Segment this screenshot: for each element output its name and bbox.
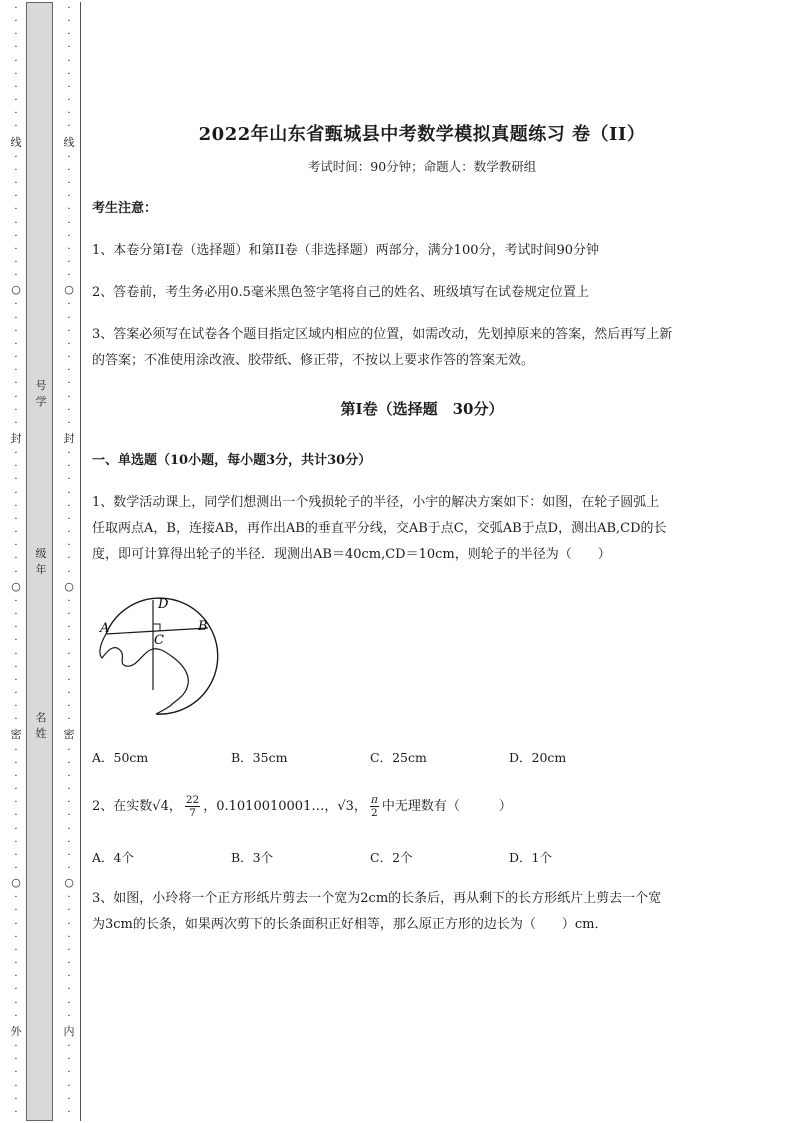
seal-dot: · bbox=[67, 391, 71, 403]
seal-dot: · bbox=[14, 648, 18, 660]
seal-dot: · bbox=[67, 674, 71, 686]
seal-dot: · bbox=[67, 661, 71, 673]
seal-dot: · bbox=[67, 918, 71, 930]
seal-dot: · bbox=[14, 863, 18, 874]
q1-option-a[interactable]: A．50cm bbox=[92, 750, 149, 765]
seal-dot: · bbox=[14, 16, 18, 28]
q1-wheel-figure bbox=[92, 592, 222, 720]
seal-dot: · bbox=[67, 243, 71, 255]
seal-dot: · bbox=[67, 1080, 71, 1092]
seal-dot: · bbox=[67, 757, 71, 769]
seal-dot: · bbox=[14, 566, 18, 578]
seal-dot: · bbox=[67, 1054, 71, 1066]
q2-suffix: 中无理数有（ ） bbox=[381, 799, 512, 814]
seal-dot: · bbox=[67, 121, 71, 133]
q2-option-c[interactable]: C．2个 bbox=[370, 850, 413, 865]
seal-dot: · bbox=[14, 622, 18, 634]
q1-option-c[interactable]: C．25cm bbox=[370, 750, 427, 765]
seal-dot: · bbox=[67, 1041, 71, 1053]
seal-dot: · bbox=[67, 325, 71, 337]
seal-dot: · bbox=[14, 461, 18, 473]
seal-dot: · bbox=[14, 958, 18, 970]
q3-line-2: 为3cm的长条，如果两次剪下的长条面积正好相等，那么原正方形的边长为（ ）cm． bbox=[92, 917, 608, 932]
seal-mark-seal: 封 bbox=[63, 432, 75, 445]
seal-dot: · bbox=[14, 217, 18, 229]
q2-decimal: ，0.1010010001…， bbox=[203, 799, 338, 814]
seal-dot: · bbox=[14, 108, 18, 120]
paper-subtitle: 考试时间：90分钟；命题人：数学教研组 bbox=[307, 159, 537, 174]
seal-dot: · bbox=[67, 461, 71, 473]
seal-dot: · bbox=[14, 68, 18, 80]
seal-dot: · bbox=[14, 230, 18, 242]
seal-mark-line: 线 bbox=[63, 135, 75, 149]
seal-dot: · bbox=[67, 487, 71, 499]
seal-dot: · bbox=[14, 1010, 18, 1022]
seal-dot: · bbox=[14, 417, 18, 429]
q2-pi-den: 2 bbox=[371, 807, 378, 819]
seal-dot: · bbox=[67, 714, 71, 726]
seal-dot: · bbox=[67, 810, 71, 822]
seal-mark-seal: 封 bbox=[10, 432, 22, 445]
seal-dot: · bbox=[14, 448, 18, 460]
seal-dot: · bbox=[14, 500, 18, 512]
seal-dot: · bbox=[67, 1106, 71, 1118]
seal-dot: · bbox=[14, 836, 18, 848]
seal-dot: · bbox=[67, 81, 71, 93]
seal-dot: · bbox=[14, 151, 18, 163]
q1-options bbox=[92, 748, 742, 766]
q1-line-3: 度，即可计算得出轮子的半径．现测出AB＝40cm,CD＝10cm，则轮子的半径为（ ） bbox=[92, 547, 611, 562]
seal-dot: · bbox=[14, 595, 18, 607]
label-a: A bbox=[100, 621, 110, 636]
seal-dot: · bbox=[14, 365, 18, 377]
q2-option-d[interactable]: D．1个 bbox=[509, 850, 552, 865]
seal-dot: · bbox=[67, 217, 71, 229]
seal-dot: · bbox=[67, 849, 71, 861]
seal-dot: · bbox=[67, 365, 71, 377]
seal-dot: · bbox=[14, 905, 18, 917]
seal-dot: · bbox=[67, 230, 71, 242]
seal-dot: · bbox=[14, 849, 18, 861]
seal-dot: · bbox=[14, 1106, 18, 1118]
seal-dot: · bbox=[14, 810, 18, 822]
seal-mark-secret: 密 bbox=[63, 728, 75, 742]
seal-dot: · bbox=[67, 770, 71, 782]
seal-dot: · bbox=[67, 270, 71, 282]
inner-seal-line bbox=[59, 0, 79, 1123]
q2-sqrt4: √4 bbox=[152, 799, 169, 814]
seal-dot: · bbox=[14, 55, 18, 67]
seal-dot: · bbox=[67, 500, 71, 512]
seal-dot: · bbox=[14, 784, 18, 796]
label-d: D bbox=[158, 597, 169, 612]
seal-dot: · bbox=[14, 892, 18, 904]
seal-dot: · bbox=[14, 487, 18, 499]
seal-mark-side: 外 bbox=[10, 1024, 22, 1038]
binding-line bbox=[80, 2, 81, 1121]
seal-dot: · bbox=[67, 204, 71, 216]
seal-dot: · bbox=[14, 527, 18, 539]
seal-dot: · bbox=[67, 622, 71, 634]
q2-frac-num: 22 bbox=[185, 794, 200, 806]
notice-item-3: 3、答案必须写在试卷各个题目指定区域内相应的位置，如需改动，先划掉原来的答案，然后再写上新 bbox=[92, 327, 673, 342]
seal-dot: · bbox=[14, 540, 18, 552]
seal-dot: · bbox=[67, 984, 71, 996]
seal-dot: · bbox=[14, 823, 18, 835]
seal-dot: · bbox=[67, 513, 71, 525]
seal-dot: · bbox=[14, 984, 18, 996]
seal-dot: · bbox=[67, 108, 71, 120]
seal-dot: · bbox=[67, 566, 71, 578]
seal-circle: ○ bbox=[64, 579, 74, 593]
field-name: 名姓 bbox=[35, 711, 47, 740]
notice-heading: 考生注意： bbox=[92, 201, 158, 216]
q2-stem: 2、在实数√4， $\frac{22}{7}$ ，0.1010010001…，√3， $\frac{\pi}{2}$ 中无理数有（ ） bbox=[92, 794, 512, 819]
seal-dot: · bbox=[67, 299, 71, 311]
q2-prefix: 2、在实数 bbox=[92, 799, 153, 814]
seal-dot: · bbox=[14, 971, 18, 983]
seal-mark-line: 线 bbox=[10, 135, 22, 149]
seal-dot: · bbox=[67, 944, 71, 956]
part-heading: 一、单选题（10小题，每小题3分，共计30分） bbox=[92, 453, 372, 468]
seal-dot: · bbox=[14, 770, 18, 782]
q2-options bbox=[92, 848, 742, 866]
seal-dot: · bbox=[14, 513, 18, 525]
seal-dot: · bbox=[67, 352, 71, 364]
seal-dot: · bbox=[67, 784, 71, 796]
outer-seal-line bbox=[6, 0, 26, 1123]
seal-dot: · bbox=[14, 299, 18, 311]
seal-dot: · bbox=[67, 55, 71, 67]
seal-dot: · bbox=[67, 958, 71, 970]
seal-dot: · bbox=[67, 3, 71, 14]
seal-dot: · bbox=[67, 1067, 71, 1079]
q1-line-2: 任取两点A，B，连接AB，再作出AB的垂直平分线，交AB于点C，交弧AB于点D，测出AB,CD的长 bbox=[92, 521, 667, 536]
seal-dot: · bbox=[67, 687, 71, 699]
seal-dot: · bbox=[67, 312, 71, 324]
seal-dot: · bbox=[67, 797, 71, 809]
seal-dot: · bbox=[14, 204, 18, 216]
seal-dot: · bbox=[14, 701, 18, 713]
label-c: C bbox=[154, 633, 164, 648]
seal-mark-secret: 密 bbox=[10, 728, 22, 742]
seal-dot: · bbox=[14, 270, 18, 282]
seal-dot: · bbox=[67, 474, 71, 486]
seal-dot: · bbox=[14, 1093, 18, 1105]
seal-dot: · bbox=[67, 256, 71, 268]
seal-dot: · bbox=[14, 338, 18, 350]
seal-dot: · bbox=[67, 404, 71, 416]
seal-dot: · bbox=[14, 95, 18, 107]
seal-dot: · bbox=[67, 151, 71, 163]
seal-dot: · bbox=[67, 836, 71, 848]
seal-dot: · bbox=[67, 744, 71, 756]
seal-dot: · bbox=[67, 68, 71, 80]
q2-pi-num: π bbox=[370, 794, 378, 806]
seal-dot: · bbox=[14, 29, 18, 41]
q2-frac-den: 7 bbox=[189, 807, 196, 819]
seal-dot: · bbox=[67, 609, 71, 621]
seal-dot: · bbox=[67, 29, 71, 41]
seal-dot: · bbox=[67, 540, 71, 552]
seal-dot: · bbox=[14, 918, 18, 930]
q2-fraction bbox=[185, 794, 200, 819]
seal-dot: · bbox=[67, 823, 71, 835]
seal-dot: · bbox=[14, 757, 18, 769]
q1-line-1: 1、数学活动课上，同学们想测出一个残损轮子的半径，小宇的解决方案如下：如图，在轮子圆弧上 bbox=[92, 495, 660, 510]
seal-dot: · bbox=[14, 1054, 18, 1066]
field-exam-number: 号学 bbox=[35, 379, 47, 408]
seal-dot: · bbox=[14, 744, 18, 756]
seal-dot: · bbox=[67, 1093, 71, 1105]
seal-dot: · bbox=[14, 1067, 18, 1079]
seal-circle: ○ bbox=[64, 283, 74, 297]
paper-title: 2022年山东省甄城县中考数学模拟真题练习 卷（II） bbox=[198, 124, 646, 145]
seal-dot: · bbox=[14, 797, 18, 809]
label-b: B bbox=[198, 619, 208, 634]
seal-dot: · bbox=[67, 42, 71, 54]
seal-dot: · bbox=[67, 164, 71, 176]
seal-dot: · bbox=[67, 553, 71, 565]
seal-dot: · bbox=[14, 3, 18, 14]
seal-dot: · bbox=[67, 178, 71, 190]
seal-dot: · bbox=[67, 701, 71, 713]
seal-circle: ○ bbox=[64, 876, 74, 890]
seal-mark-side: 内 bbox=[63, 1024, 75, 1038]
q1-option-b[interactable]: B．35cm bbox=[231, 750, 288, 765]
q1-option-d[interactable]: D．20cm bbox=[509, 750, 567, 765]
seal-dot: · bbox=[67, 448, 71, 460]
seal-dot: · bbox=[14, 42, 18, 54]
seal-dot: · bbox=[14, 312, 18, 324]
seal-dot: · bbox=[67, 417, 71, 429]
seal-dot: · bbox=[14, 553, 18, 565]
seal-dot: · bbox=[67, 338, 71, 350]
seal-dot: · bbox=[67, 378, 71, 390]
seal-circle: ○ bbox=[11, 876, 21, 890]
seal-dot: · bbox=[67, 191, 71, 203]
seal-dot: · bbox=[67, 997, 71, 1009]
seal-dot: · bbox=[14, 81, 18, 93]
right-angle-mark bbox=[153, 624, 160, 631]
seal-dot: · bbox=[67, 905, 71, 917]
seal-dot: · bbox=[14, 121, 18, 133]
seal-dot: · bbox=[14, 997, 18, 1009]
seal-dot: · bbox=[14, 674, 18, 686]
seal-dot: · bbox=[14, 352, 18, 364]
seal-dot: · bbox=[14, 378, 18, 390]
seal-dot: · bbox=[14, 256, 18, 268]
seal-dot: · bbox=[67, 648, 71, 660]
seal-dot: · bbox=[14, 391, 18, 403]
seal-dot: · bbox=[14, 1080, 18, 1092]
seal-dot: · bbox=[14, 931, 18, 943]
q2-sqrt3: √3 bbox=[337, 799, 354, 814]
seal-dot: · bbox=[14, 609, 18, 621]
seal-circle: ○ bbox=[11, 283, 21, 297]
seal-dot: · bbox=[67, 95, 71, 107]
seal-dot: · bbox=[67, 595, 71, 607]
seal-dot: · bbox=[14, 687, 18, 699]
q2-option-b[interactable]: B．3个 bbox=[231, 850, 274, 865]
seal-dot: · bbox=[14, 714, 18, 726]
seal-dot: · bbox=[67, 1010, 71, 1022]
seal-dot: · bbox=[14, 243, 18, 255]
seal-dot: · bbox=[67, 971, 71, 983]
q3-line-1: 3、如图，小玲将一个正方形纸片剪去一个宽为2cm的长条后，再从剩下的长方形纸片上剪去一个宽 bbox=[92, 891, 662, 906]
seal-dot: · bbox=[67, 863, 71, 874]
notice-item-3-cont: 的答案；不准使用涂改液、胶带纸、修正带，不按以上要求作答的答案无效。 bbox=[92, 353, 535, 368]
seal-dot: · bbox=[67, 635, 71, 647]
seal-dot: · bbox=[14, 944, 18, 956]
q2-pi-fraction bbox=[370, 794, 379, 819]
seal-dot: · bbox=[14, 404, 18, 416]
wheel-broken-edge bbox=[100, 634, 188, 714]
seal-dot: · bbox=[67, 527, 71, 539]
field-class: 级年 bbox=[35, 547, 47, 576]
seal-dot: · bbox=[67, 931, 71, 943]
seal-dot: · bbox=[14, 178, 18, 190]
seal-dot: · bbox=[14, 191, 18, 203]
section-title: 第I卷（选择题 30分） bbox=[340, 400, 504, 418]
notice-item-1: 1、本卷分第I卷（选择题）和第II卷（非选择题）两部分，满分100分，考试时间90分钟 bbox=[92, 243, 600, 258]
seal-dot: · bbox=[67, 892, 71, 904]
notice-item-2: 2、答卷前，考生务必用0.5毫米黑色签字笔将自己的姓名、班级填写在试卷规定位置上 bbox=[92, 285, 589, 300]
seal-dot: · bbox=[14, 325, 18, 337]
seal-dot: · bbox=[14, 1041, 18, 1053]
seal-dot: · bbox=[14, 661, 18, 673]
seal-dot: · bbox=[14, 635, 18, 647]
seal-dot: · bbox=[14, 474, 18, 486]
q2-option-a[interactable]: A．4个 bbox=[92, 850, 134, 865]
seal-dot: · bbox=[14, 164, 18, 176]
seal-circle: ○ bbox=[11, 579, 21, 593]
seal-dot: · bbox=[67, 16, 71, 28]
